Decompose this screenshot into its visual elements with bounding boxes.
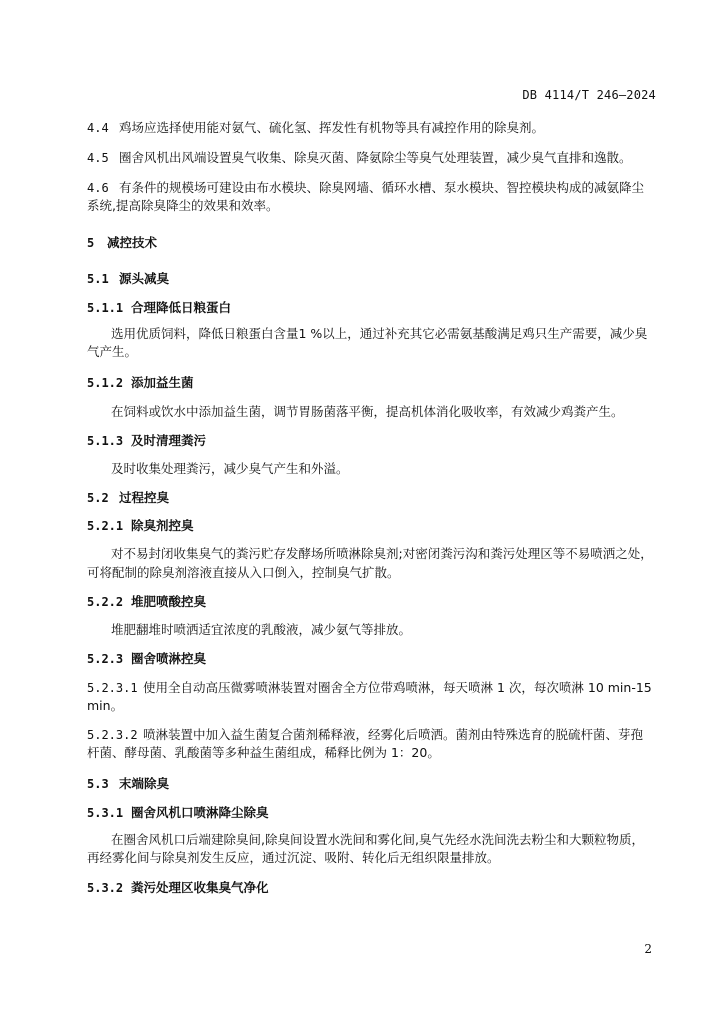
section-5-heading <box>87 235 661 251</box>
section-title: 过程控臭 <box>119 490 170 505</box>
section-title: 及时清理粪污 <box>131 433 207 448</box>
section-title: 减控技术 <box>107 235 158 250</box>
section-number: 5.3.1 <box>87 806 124 820</box>
section-5-2-2-heading <box>87 594 661 610</box>
clause-5-2-3-2 <box>87 727 661 743</box>
page-number: 2 <box>644 942 652 956</box>
section-5-3-1-heading <box>87 805 661 821</box>
section-5-1-3-heading <box>87 433 661 449</box>
paragraph-5-2-2: 堆肥翻堆时喷洒适宜浓度的乳酸液，减少氨气等排放。 <box>111 622 412 637</box>
clause-4-6-continued: 系统,提高除臭降尘的效果和效率。 <box>87 198 279 213</box>
clause-4-6 <box>87 180 661 196</box>
section-5-1-2-heading <box>87 375 661 391</box>
section-title: 源头减臭 <box>119 271 170 286</box>
clause-text: 使用全自动高压微雾喷淋装置对圈舍全方位带鸡喷淋，每天喷淋 1 次，每次喷淋 10 min-15 <box>143 680 652 695</box>
section-number: 5.2.2 <box>87 595 124 609</box>
section-5-2-3-heading <box>87 651 661 667</box>
section-number: 5.2 <box>87 491 109 505</box>
clause-number: 4.4 <box>87 121 109 135</box>
paragraph-5-1-1-continued: 气产生。 <box>87 344 138 359</box>
section-title: 粪污处理区收集臭气净化 <box>131 880 269 895</box>
clause-text: 喷淋装置中加入益生菌复合菌剂稀释液，经雾化后喷洒。菌剂由特殊选育的脱硫杆菌、芽孢 <box>143 727 644 742</box>
clause-text: 鸡场应选择使用能对氨气、硫化氢、挥发性有机物等具有减控作用的除臭剂。 <box>119 120 545 135</box>
clause-text: 圈舍风机出风端设置臭气收集、除臭灭菌、降氨除尘等臭气处理装置，减少臭气直排和逸散。 <box>119 150 632 165</box>
paragraph-5-1-3: 及时收集处理粪污，减少臭气产生和外溢。 <box>111 461 349 476</box>
section-5-2-heading <box>87 490 661 506</box>
section-title: 添加益生菌 <box>131 375 194 390</box>
clause-4-4 <box>87 120 661 136</box>
section-5-1-heading <box>87 271 661 287</box>
clause-text: 有条件的规模场可建设由布水模块、除臭网墙、循环水槽、泵水模块、智控模块构成的减氨降尘 <box>119 180 645 195</box>
section-number: 5.3.2 <box>87 881 124 895</box>
section-title: 堆肥喷酸控臭 <box>131 594 207 609</box>
section-number: 5.1.2 <box>87 376 124 390</box>
clause-5-2-3-1-continued: min。 <box>87 698 124 713</box>
document-id: DB 4114/T 246—2024 <box>522 88 656 102</box>
paragraph-5-2-1-continued: 可将配制的除臭剂溶液直接从入口倒入，控制臭气扩散。 <box>87 565 400 580</box>
clause-number: 5.2.3.1 <box>87 681 138 695</box>
clause-number: 5.2.3.2 <box>87 728 138 742</box>
section-title: 合理降低日粮蛋白 <box>131 300 232 315</box>
clause-4-5 <box>87 150 661 166</box>
clause-5-2-3-2-continued: 杆菌、酵母菌、乳酸菌等多种益生菌组成，稀释比例为 1：20。 <box>87 745 440 760</box>
section-number: 5.1 <box>87 272 109 286</box>
paragraph-5-1-1: 选用优质饲料，降低日粮蛋白含量1 %以上，通过补充其它必需氨基酸满足鸡只生产需要，减少臭 <box>111 326 648 341</box>
clause-number: 4.5 <box>87 151 109 165</box>
section-title: 除臭剂控臭 <box>131 518 194 533</box>
section-5-2-1-heading <box>87 518 661 534</box>
section-number: 5.1.1 <box>87 301 124 315</box>
paragraph-5-3-1: 在圈舍风机口后端建除臭间,除臭间设置水洗间和雾化间,臭气先经水洗间洗去粉尘和大颗粒物质， <box>111 832 644 847</box>
clause-5-2-3-1 <box>87 680 661 696</box>
section-number: 5.1.3 <box>87 434 124 448</box>
section-5-3-heading <box>87 776 661 792</box>
paragraph-5-2-1: 对不易封闭收集臭气的粪污贮存发酵场所喷淋除臭剂;对密闭粪污沟和粪污处理区等不易喷洒之处， <box>111 546 653 561</box>
section-title: 末端除臭 <box>119 776 170 791</box>
section-5-3-2-heading <box>87 880 661 896</box>
section-number: 5.2.1 <box>87 519 124 533</box>
section-number: 5.3 <box>87 777 109 791</box>
section-title: 圈舍风机口喷淋降尘除臭 <box>131 805 269 820</box>
section-number: 5.2.3 <box>87 652 124 666</box>
section-5-1-1-heading <box>87 300 661 316</box>
section-number: 5 <box>87 236 95 250</box>
paragraph-5-3-1-continued: 再经雾化间与除臭剂发生反应，通过沉淀、吸附、转化后无组织限量排放。 <box>87 850 500 865</box>
clause-number: 4.6 <box>87 181 109 195</box>
section-title: 圈舍喷淋控臭 <box>131 651 207 666</box>
paragraph-5-1-2: 在饲料或饮水中添加益生菌，调节胃肠菌落平衡，提高机体消化吸收率，有效减少鸡粪产生。 <box>111 404 624 419</box>
